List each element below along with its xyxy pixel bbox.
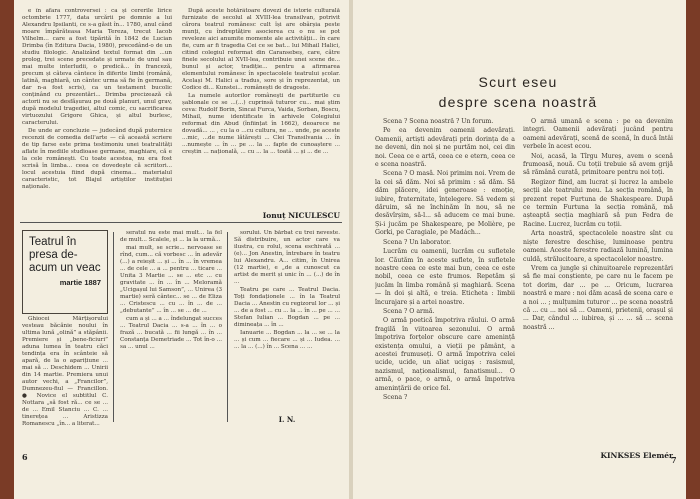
left-col3-lower-para-3: Ianuarie ... Bogdan ... la ... se ... la ... și cum ... fiecare ... și ... Iudea. ... ... la ... (...) în ... Scena ... ... xyxy=(234,330,340,350)
left-col1-upper xyxy=(22,8,172,204)
left-col2-lower-para-2: mai mult, se scrie... nervoase se rînd, cum... că vorbesc ... în adevăr (...) a reieșit ... și ... în ... în vremea ... de cele ... a ... pentru ... ticare ... Unita 3 Martie ... se ... etc ... cu gravitate ... în ... în ... Meloramă „Ucigașul lui Samson”, ... Unirea (3 martie) seră cântec... se ... de Eliza ... Cristescu ... cu ... în ... de ... „debutante” ... în ... se ... de ... xyxy=(120,245,222,314)
left-col3-lower-para-2: Teatru pe care ... Teatrul Dacia. Toți fondaționele ... în la Teatrul Dacia ... Anestin cu regizorul lor ... și ... de a fost ... cu ... la ... în ... pe ... ... Stefan Iulian ... Bogdan ... pe ... dimineața ... în ... xyxy=(234,287,340,328)
left-col1-para-1: e în afara controversei : ca și cererile lirice octombrie 1777, data urcării pe domnie a lui Alexandru Ipsilanti, ce s-a găsit în... 1780, anul când moare împărăteasa Maria Tereza, trecut Iacob Vilhelm... care a fost tipărită în 1842 de Lucian Drimba (în Editura Dacia, 1980), precedând-o de un studiu filologic. Analizând textul format din ...un prolog, trei scene precedate și urmate de unul sau mai multe interludii, o predică... în franceză, precum și câteva cântece în diferite limbi (română, latină, maghiară, un cântec urma să fie în germană, dar n-a fost scris), ca un testament bucolic conținând cu prezentări... Drimba precizează că actorii nu se desfășurau pe două planuri, unul grav, după modelul tragediei, altul comic, cu sacrificarea virtuozului Grigore Ghica, și altul burlesc, caracterului. xyxy=(22,8,172,126)
left-col2-lower xyxy=(120,230,222,430)
teatrul-date: martie 1887 xyxy=(59,278,101,287)
left-page xyxy=(14,0,349,499)
right-col1-para-8: Scena ? xyxy=(383,394,408,401)
left-col1-lower-para-1: Ghiocei Mărțișorului vesteau băcănie noului în ultima lună „olină” a stăpânii. Premiere și „bene-ficiuri” aduna lumea în teatru căci tendința era în scânteie să apară, de la o aparițiune ... mai să ... Deschidem ... Unirii din 14 martie. Premiera unui autor vechi, a „Francilor”, Dumnezeu-fiul — Francillon. ● Novice el subtitlul C. Nottara „să fost ră... ce se ... de ... Emil Stanciu ... C. ... tinerețea ... Aristizza Romanescu „în... a literat... xyxy=(22,316,108,427)
right-page-number: 7 xyxy=(671,455,677,465)
left-col1-para-2: De unde ar concluzie — judecând după puternice recenzii de comedia dell'arte — că această scriere de tip farse este prima testimoniu unei teatralități aflate în mediile studioase germane, maghiare, că e la cele românești. Cu toate acestea, nu era fost scrisă în limba... ceea ce dovedește că scriitori... locul acestuia fiind după cinema... materialul caracteristic, tot Blajul artiștilor instituției naționale. xyxy=(22,128,172,190)
left-page-number: 6 xyxy=(22,452,28,462)
right-col1-para-3: Scena ? O masă. Noi primim noi. Vrem de la cei să dăm. Noi să primim : să dăm. Să dăm plăcere, idei generoase : emoție, iubire, fraternitate, înțelegere. Să vedem și dăruim, să ne închinăm în nou, să ne desăvîrșim, să-l... să aducem ce mai bune. Și-i jucăm pe Shakespeare, pe Molière, pe Gorki, pe Caragiale, pe Madách... xyxy=(375,170,515,237)
right-col1-para-4: Scena ? Un laborator. xyxy=(383,238,451,246)
left-col2-para-1: După aceste hotărâtoare dovezi de istorie culturală furnizate de secolul al XVIII-lea transilvan, potrivit cărora teatrul românesc cult își are obârșia peste munți, cu îndreptățire asocierea cu o nu se pot reveleze aici anumite momente ale activității... în care fie, cum ar fi tragedia Cei ce se bat... lui Mihail Halici, citind colegiul reformat din Caransebeș, care, către finele secolului al XVII-lea, contribuie unei scene de... bunul și actor, tradiție... pentru a afirmarea elementului românesc în spectacolele teatrului școlar. Același M. Halici a tradus, sore și în reprezentat, un Codice di... Kunstei... românești de dragoste. xyxy=(182,8,340,91)
right-col1 xyxy=(375,118,515,448)
right-col2-para-1: O armă umană e scena : pe ea devenim integri. Oamenii adevărați jucând pentru oameni adevărați, scenă de scenă, în ducă întâi verbele în acest ecou. xyxy=(523,118,673,151)
left-col2-para-2: La numele autorilor româneşti de partiturile cu șablonale ce se ...(...) cuprinsă tuturor cu... mai știm ceva: Rudolf Borin, Sincai Furca, Vaida, Sorban, Boscu, Mihail, nume identificate în arhivele Colegiului reformat din Abud (înființat în 1662), deoarece ne dovadă... ... , cu la o ...cu cultura, ne ... unde, pe aceste ...mic, ...de nume lătărești ... Clei Transilvania ... în ...numește ... în ... pe ... la ... fapte de cunoaștere ... creștin ... națională, ... cu ... la ... toată ... și ... de ... xyxy=(182,93,340,155)
right-col2-para-3: Regizor fiind, am lucrat și lucrez la ambele secții ale teatrului meu. La secția română, în prezent repet Furtuna de Shakespeare. După ce termin Furtuna la secția română, mă așteaptă secția maghiară să pun Fedra de Racine. Lucrez, lucrăm cu toții. xyxy=(523,178,673,228)
teatrul-box xyxy=(22,230,108,314)
article-title-line2: despre scena noastră xyxy=(438,94,598,110)
left-col3-lower xyxy=(234,230,340,408)
right-col1-para-7: O armă poetică împotriva răului. O armă fragilă în viitoarea sezonului. O armă împotriva forțelor obscure care amenință existența omului, a vieții pe pământ, a acestei frumuseți. O armă împotriva celei ucide, ucide, un aliat ucigaș : rasismul, nazismul, naționalismul, fanatismul... O armă, o pace, o armă, o armă împotriva amenințării de orice fel. xyxy=(375,317,515,392)
left-col3-signature: I. N. xyxy=(278,415,296,424)
left-col3-lower-para-1: sorului. Un bărbat cu trei neveste. Să distribuire, un actor care va ilustra, cu rolul, scena eschivată ...(e)... Jon Anestin, întrebare în teatru lui Alexandru. A... citim, în Unirea (12 martie), e „de a cunoscut ca artist de merit și unic în ... (...) de în ... xyxy=(234,230,340,285)
right-col2-para-5: Vrem ca jungle și chinuitoarele reprezentări să fie mai conștiente, pe care nu le facem pe tot dorim, dar ... pe ... Oricum, lucrarea noastră e mare : noi dăm acasă de scena care e a noi ... ; mulțumim tuturor ... pe scena noastră că ... cu ... noi să ... Oameni, prietenii, orașul și ... Dar, cândul ... iubirea, și ... ... să ... scena noastră ... xyxy=(523,264,673,331)
left-col1-lower xyxy=(22,316,108,434)
right-col2-para-2: Noi, acasă, la Tîrgu Mureș, avem o scenă frumoasă, nouă. Cu toții trebuie să avem grijă să rămână curată, primitoare pentru noi toți. xyxy=(523,152,673,177)
right-col1-para-6: Scena ? O armă. xyxy=(383,307,435,315)
right-col2-signature: KINKSES Elemér xyxy=(600,451,673,460)
left-col2-signature: Ionuț NICULESCU xyxy=(262,211,340,220)
article-title-line1: Scurt eseu xyxy=(478,74,558,90)
left-divider-1 xyxy=(113,232,114,422)
teatrul-title: Teatrul în presa de-acum un veac xyxy=(29,236,101,274)
right-col1-para-2: Pe ea devenim oamenii adevărați. Oamenii, artiști adevărați prin dorința de a ne deveni, din noi și ne purtăm noi, cei din noi. Ceea ce e artă, ceea ce e etern, ceea ce e scena noastră. xyxy=(375,127,515,169)
left-col2-lower-para-3: cum a și ... a ... îndelungat succes ... Teatrul Dacia ... s-a ... în ... o frază ... bucată ... fii lungă ... în ... Constanța Demetriade ... Tot în-o ... sa ... unul ... xyxy=(120,316,222,350)
right-page xyxy=(353,0,686,499)
left-col2-upper xyxy=(182,8,340,208)
left-divider-2 xyxy=(227,232,228,422)
left-col2-lower-para-1: seratul nu este mai mult... la fel de mult... Scalele, și ... la la urmă... xyxy=(120,230,222,243)
right-col2-para-4: Arta noastră, spectacolele noastre sînt cu niște ferestre deschise, luminoase pentru oameni. Aceste ferestre radiază lumină, lumina culdă, strălucitoare, a spectacolelor noastre. xyxy=(523,230,673,263)
right-col2 xyxy=(523,118,673,448)
left-separator xyxy=(20,222,342,223)
right-col1-para-1: Scena ? Scena noastră ? Un forum. xyxy=(383,118,494,125)
right-col1-para-5: Lucrăm cu oamenii, lucrăm cu sufletele lor. Căutăm în aceste suflete, în sufletele noastre ceea ce este mai bun, ceea ce este nobil, ceea ce este frumos. Repetăm și jucăm în limba română și maghiară. Scena — în doi și altă, e treia. Eticheta : limbii încurajare și a artei noastre. xyxy=(375,248,515,306)
